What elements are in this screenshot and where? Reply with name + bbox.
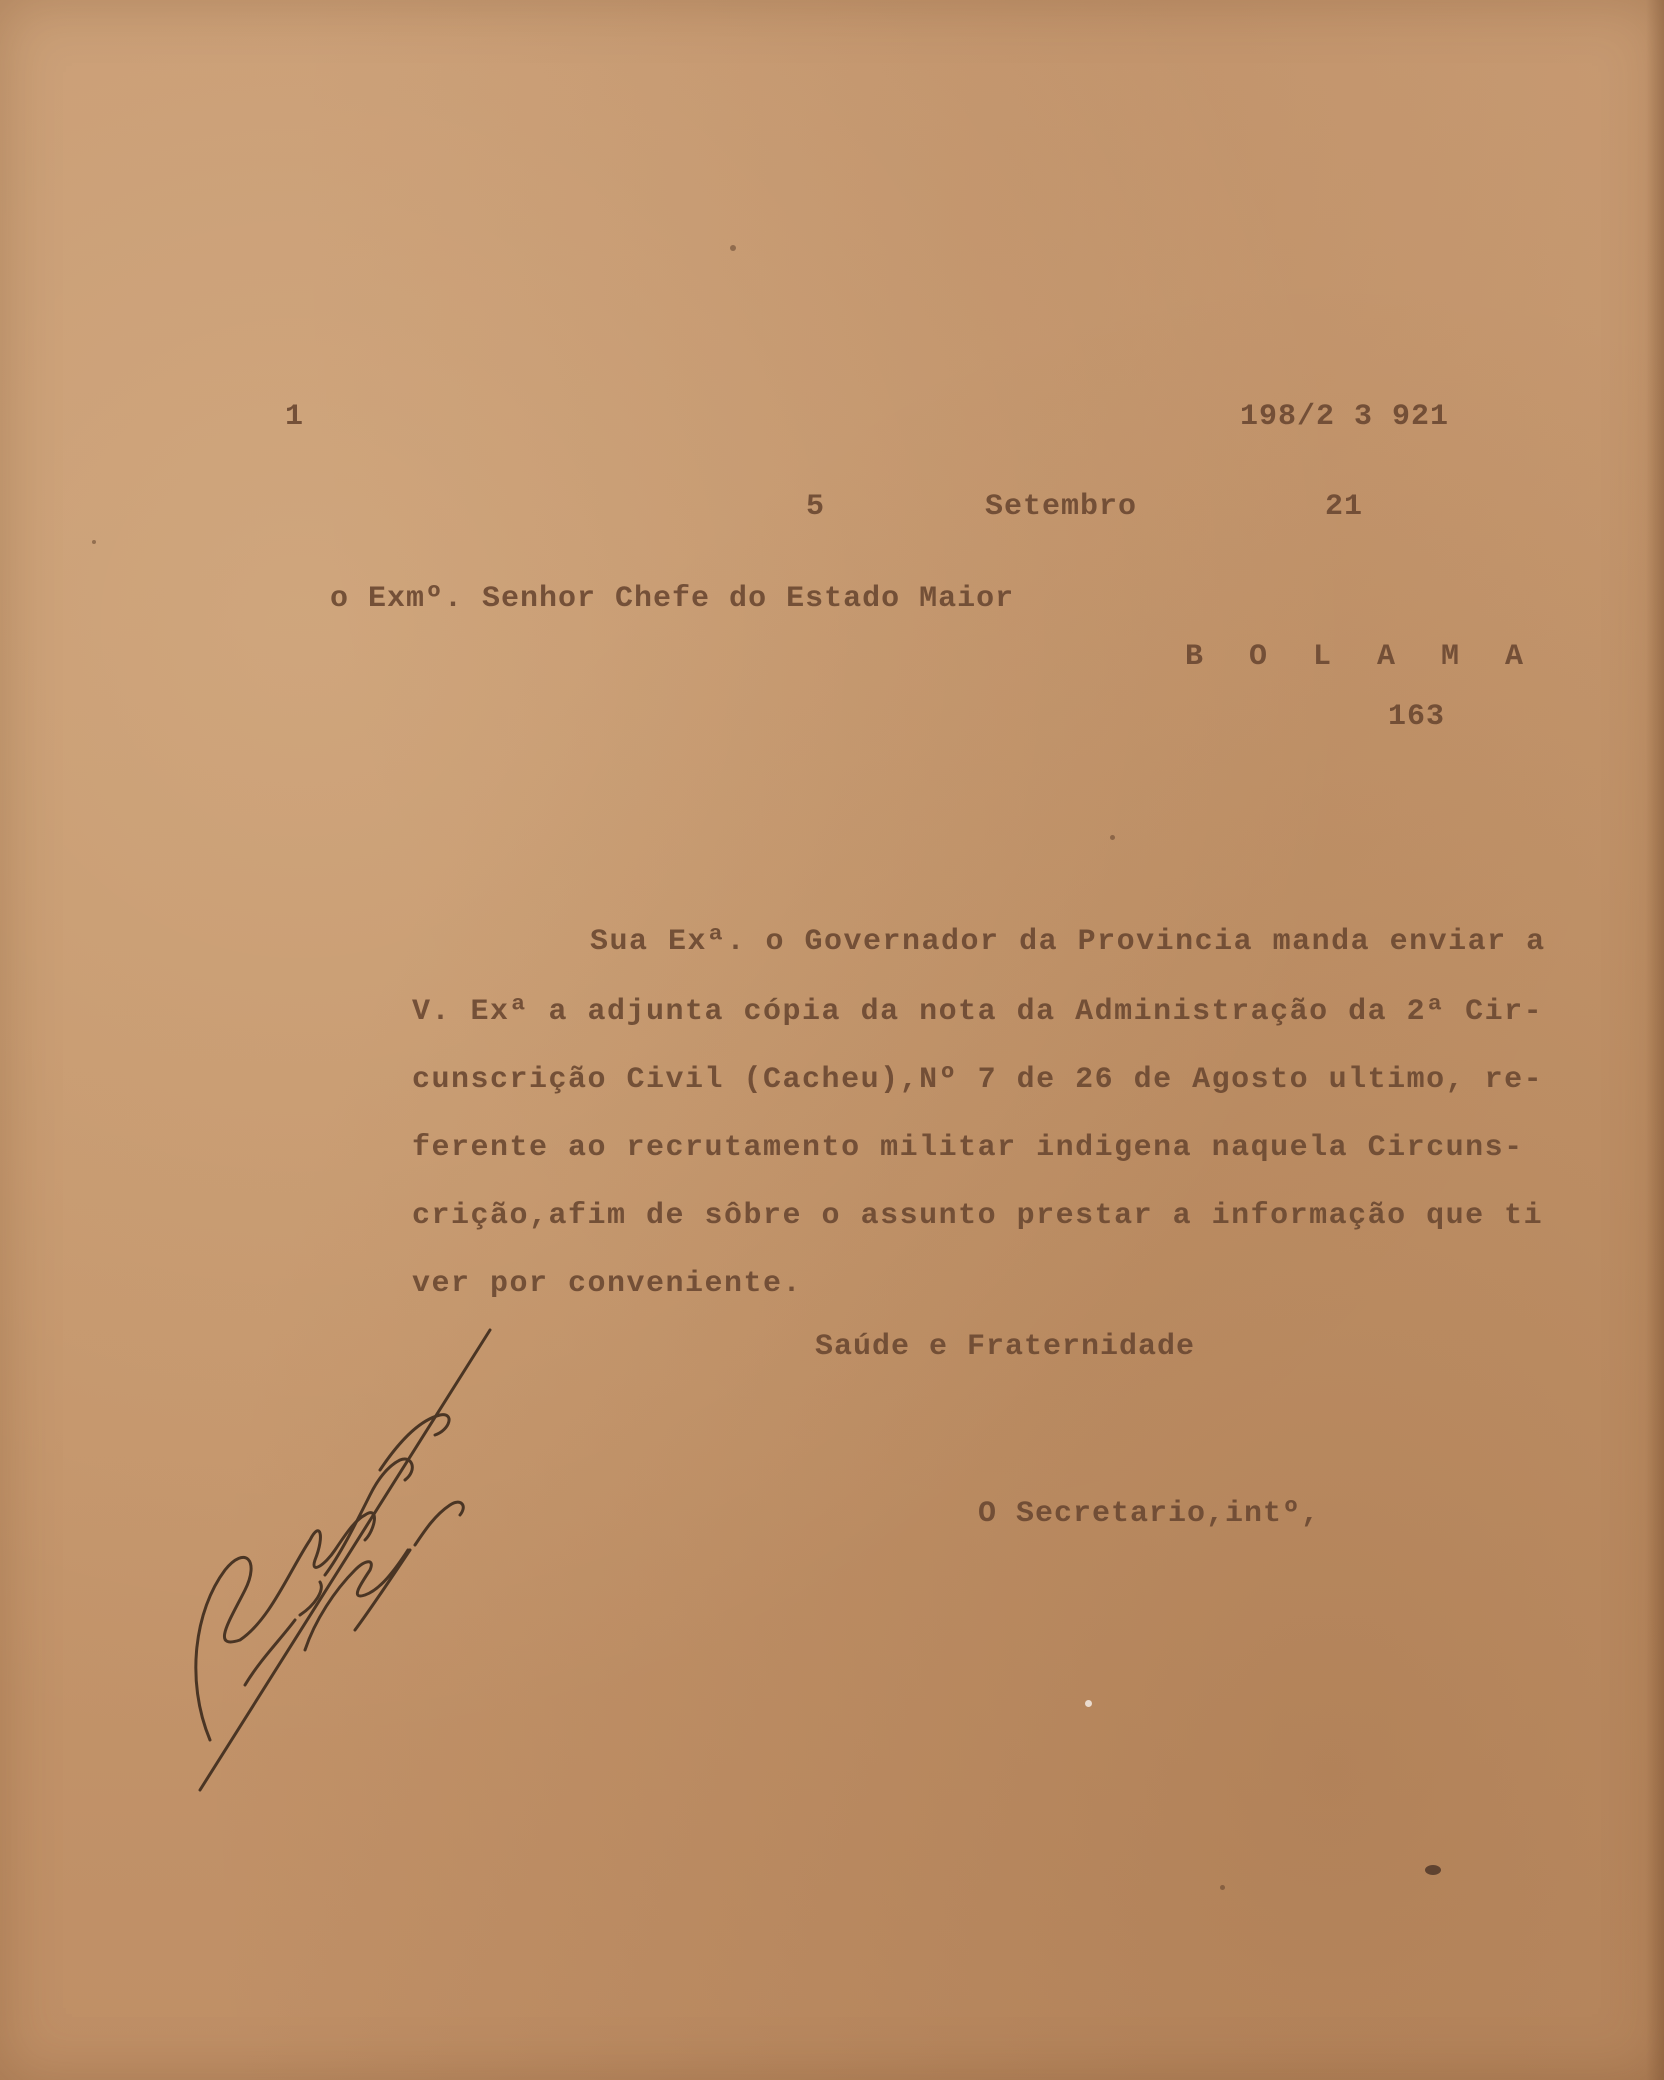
body-line: crição,afim de sôbre o assunto prestar a informação que ti — [412, 1199, 1544, 1233]
signature-line: O Secretario,intº, — [978, 1497, 1321, 1531]
paper-edge — [1646, 0, 1664, 2080]
date-month: Setembro — [985, 490, 1138, 524]
document-number: 163 — [1388, 700, 1446, 734]
destination-place: B O L A M A — [1185, 640, 1538, 674]
closing-salutation: Saúde e Fraternidade — [815, 1330, 1196, 1364]
body-line: V. Exª a adjunta cópia da nota da Administração da 2ª Cir- — [412, 995, 1544, 1029]
date-day: 5 — [806, 490, 826, 524]
date-year: 21 — [1325, 490, 1364, 524]
body-line: ferente ao recrutamento militar indigena naquela Circuns- — [412, 1131, 1524, 1165]
handwritten-annotation — [150, 1320, 510, 1800]
body-line: cunscrição Civil (Cacheu),Nº 7 de 26 de Agosto ultimo, re- — [412, 1063, 1544, 1097]
addressee: o Exmº. Senhor Chefe do Estado Maior — [330, 582, 1015, 616]
body-line: ver por conveniente. — [412, 1267, 803, 1301]
body-line: Sua Exª. o Governador da Provincia manda enviar a — [590, 925, 1546, 959]
reference-number: 198/2 3 921 — [1240, 400, 1450, 434]
page-number: 1 — [285, 400, 305, 434]
